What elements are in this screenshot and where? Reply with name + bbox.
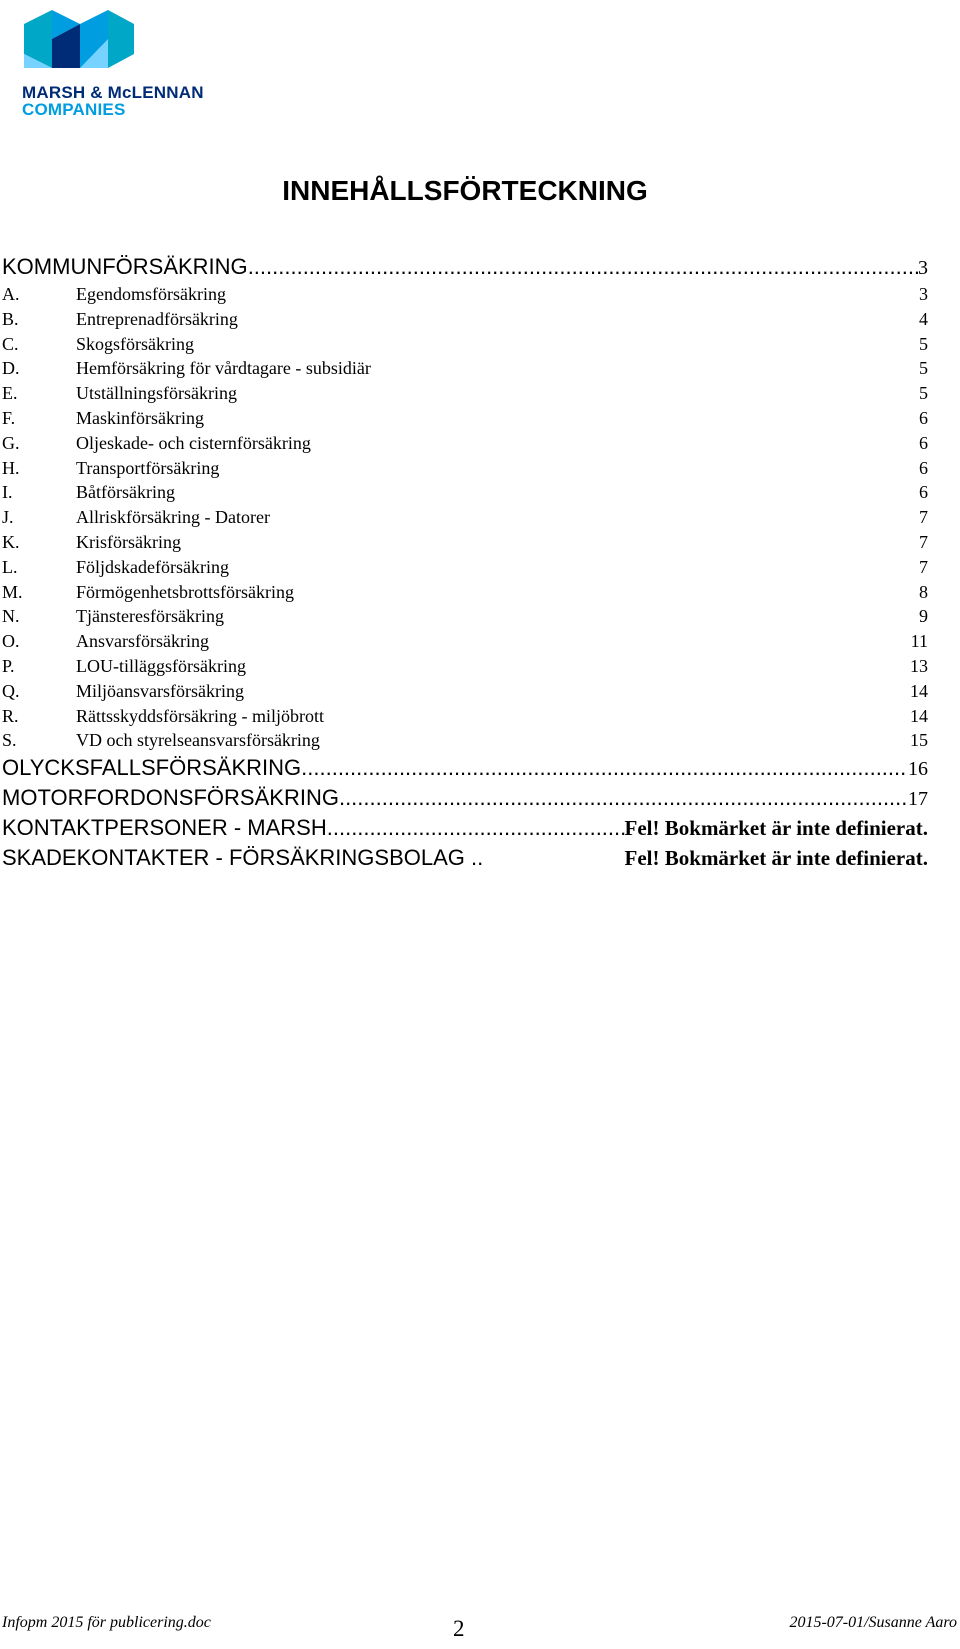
toc-subentry-page: 6: [919, 432, 928, 453]
toc-subentry-label: Allriskförsäkring - Datorer: [76, 507, 270, 528]
toc-subentry-label: Hemförsäkring för vårdtagare - subsidiär: [76, 358, 371, 379]
toc-subentry-letter: D.: [2, 358, 20, 379]
toc-entry-label: MOTORFORDONSFÖRSÄKRING: [2, 785, 339, 811]
toc-subentry[interactable]: [2, 654, 928, 679]
bookmark-error: Fel! Bokmärket är inte definierat.: [624, 846, 928, 871]
toc-entry-kontakt[interactable]: [2, 813, 928, 843]
toc-subentry-letter: H.: [2, 457, 20, 478]
toc-subsection-list: [2, 282, 928, 753]
toc-subentry-letter: E.: [2, 383, 18, 404]
toc-subentry[interactable]: [2, 456, 928, 481]
toc-subentry-page: 6: [919, 457, 928, 478]
bookmark-error: Fel! Bokmärket är inte definierat.: [624, 816, 928, 841]
toc-subentry-page: 5: [919, 333, 928, 354]
toc-subentry-page: 6: [919, 482, 928, 503]
logo-text-line2: COMPANIES: [22, 100, 126, 119]
toc-subentry-page: 9: [919, 606, 928, 627]
toc-entry-label: KONTAKTPERSONER - MARSH: [2, 815, 327, 841]
toc-subentry[interactable]: [2, 282, 928, 307]
toc-subentry-label: Miljöansvarsförsäkring: [76, 680, 244, 701]
toc-subentry-page: 7: [919, 507, 928, 528]
page-title: INNEHÅLLSFÖRTECKNING: [282, 175, 648, 206]
toc-subentry-label: Utställningsförsäkring: [76, 383, 237, 404]
toc-subentry-page: 5: [919, 383, 928, 404]
toc-entry-motorfordon[interactable]: [2, 783, 928, 813]
toc-subentry[interactable]: [2, 505, 928, 530]
toc-subentry-letter: A.: [2, 284, 20, 304]
toc-entry-kommun[interactable]: [2, 252, 928, 282]
toc-subentry-label: Ansvarsförsäkring: [76, 631, 209, 652]
dot-leader: [248, 252, 918, 282]
toc-subentry-label: LOU-tilläggsförsäkring: [76, 655, 246, 676]
toc-subentry-label: VD och styrelseansvarsförsäkring: [76, 730, 320, 751]
dot-leader: [327, 813, 625, 843]
toc-subentry-label: Rättsskyddsförsäkring - miljöbrott: [76, 705, 324, 726]
toc-subentry-label: Oljeskade- och cisternförsäkring: [76, 432, 311, 453]
toc-subentry[interactable]: [2, 332, 928, 357]
toc-subentry-letter: M.: [2, 581, 23, 602]
toc-subentry[interactable]: [2, 480, 928, 505]
toc-subentry-letter: S.: [2, 730, 17, 751]
toc-subentry[interactable]: [2, 406, 928, 431]
toc-subentry-page: 14: [910, 680, 928, 701]
toc-subentry[interactable]: [2, 555, 928, 580]
toc-subentry-page: 3: [919, 284, 928, 304]
dot-leader: [301, 753, 908, 783]
toc-subentry-label: Transportförsäkring: [76, 457, 220, 478]
toc-entry-page: 17: [908, 788, 928, 811]
toc-subentry-letter: B.: [2, 308, 19, 329]
toc-subentry-label: Entreprenadförsäkring: [76, 308, 238, 329]
toc-subentry-page: 15: [910, 730, 928, 751]
toc-subentry-letter: Q.: [2, 680, 20, 701]
toc-subentry-page: 11: [910, 631, 928, 652]
toc-subentry-letter: O.: [2, 631, 20, 652]
toc-subentry-letter: K.: [2, 531, 20, 552]
toc-subentry-label: Båtförsäkring: [76, 482, 175, 503]
toc-subentry-letter: C.: [2, 333, 19, 354]
toc-subentry-page: 13: [910, 655, 928, 676]
footer-page-number: 2: [453, 1616, 465, 1641]
toc-subentry[interactable]: [2, 728, 928, 753]
toc-subentry-label: Maskinförsäkring: [76, 407, 204, 428]
toc-subentry[interactable]: [2, 704, 928, 729]
company-logo: [22, 6, 222, 119]
toc-entry-olycksfall[interactable]: [2, 753, 928, 783]
toc-subentry-page: 4: [919, 308, 928, 329]
toc-subentry-page: 14: [910, 705, 928, 726]
toc-subentry-letter: L.: [2, 556, 18, 577]
toc-entry-label: SKADEKONTAKTER - FÖRSÄKRINGSBOLAG ..: [2, 845, 484, 871]
toc-subentry-letter: I.: [2, 482, 13, 503]
toc-entry-label: KOMMUNFÖRSÄKRING: [2, 254, 248, 279]
toc-subentry-letter: R.: [2, 705, 19, 726]
toc-subentry-letter: J.: [2, 507, 14, 528]
toc-subentry-label: Tjänsteresförsäkring: [76, 606, 224, 627]
toc-subentry[interactable]: [2, 307, 928, 332]
toc-subentry[interactable]: [2, 431, 928, 456]
toc-subentry[interactable]: [2, 629, 928, 654]
toc-subentry-label: Krisförsäkring: [76, 531, 181, 552]
toc-subentry-page: 8: [919, 581, 928, 602]
toc-subentry[interactable]: [2, 530, 928, 555]
toc-subentry-page: 5: [919, 358, 928, 379]
toc-subentry-page: 7: [919, 531, 928, 552]
toc-subentry[interactable]: [2, 356, 928, 381]
table-of-contents: [2, 252, 928, 873]
toc-subentry-label: Följdskadeförsäkring: [76, 556, 229, 577]
toc-entry-page: 3: [918, 257, 928, 279]
toc-entry-page: 16: [908, 758, 928, 781]
dot-leader: [339, 783, 908, 813]
toc-subentry-letter: F.: [2, 407, 16, 428]
footer-date-author: 2015-07-01/Susanne Aaro: [789, 1614, 957, 1631]
toc-subentry-label: Förmögenhetsbrottsförsäkring: [76, 581, 294, 602]
toc-subentry-label: Egendomsförsäkring: [76, 284, 226, 304]
toc-subentry[interactable]: [2, 381, 928, 406]
logo-mark-icon: [24, 6, 136, 78]
toc-subentry[interactable]: [2, 604, 928, 629]
toc-subentry-label: Skogsförsäkring: [76, 333, 194, 354]
footer-filename: Infopm 2015 för publicering.doc: [2, 1614, 211, 1631]
logo-text-line1: MARSH & McLENNAN: [22, 83, 204, 102]
toc-subentry-letter: G.: [2, 432, 20, 453]
toc-subentry[interactable]: [2, 679, 928, 704]
toc-subentry-page: 7: [919, 556, 928, 577]
toc-subentry-letter: N.: [2, 606, 20, 627]
toc-subentry-page: 6: [919, 407, 928, 428]
toc-subentry-letter: P.: [2, 655, 15, 676]
toc-subentry[interactable]: [2, 580, 928, 605]
toc-entry-skade[interactable]: [2, 843, 928, 873]
toc-entry-label: OLYCKSFALLSFÖRSÄKRING: [2, 755, 302, 781]
